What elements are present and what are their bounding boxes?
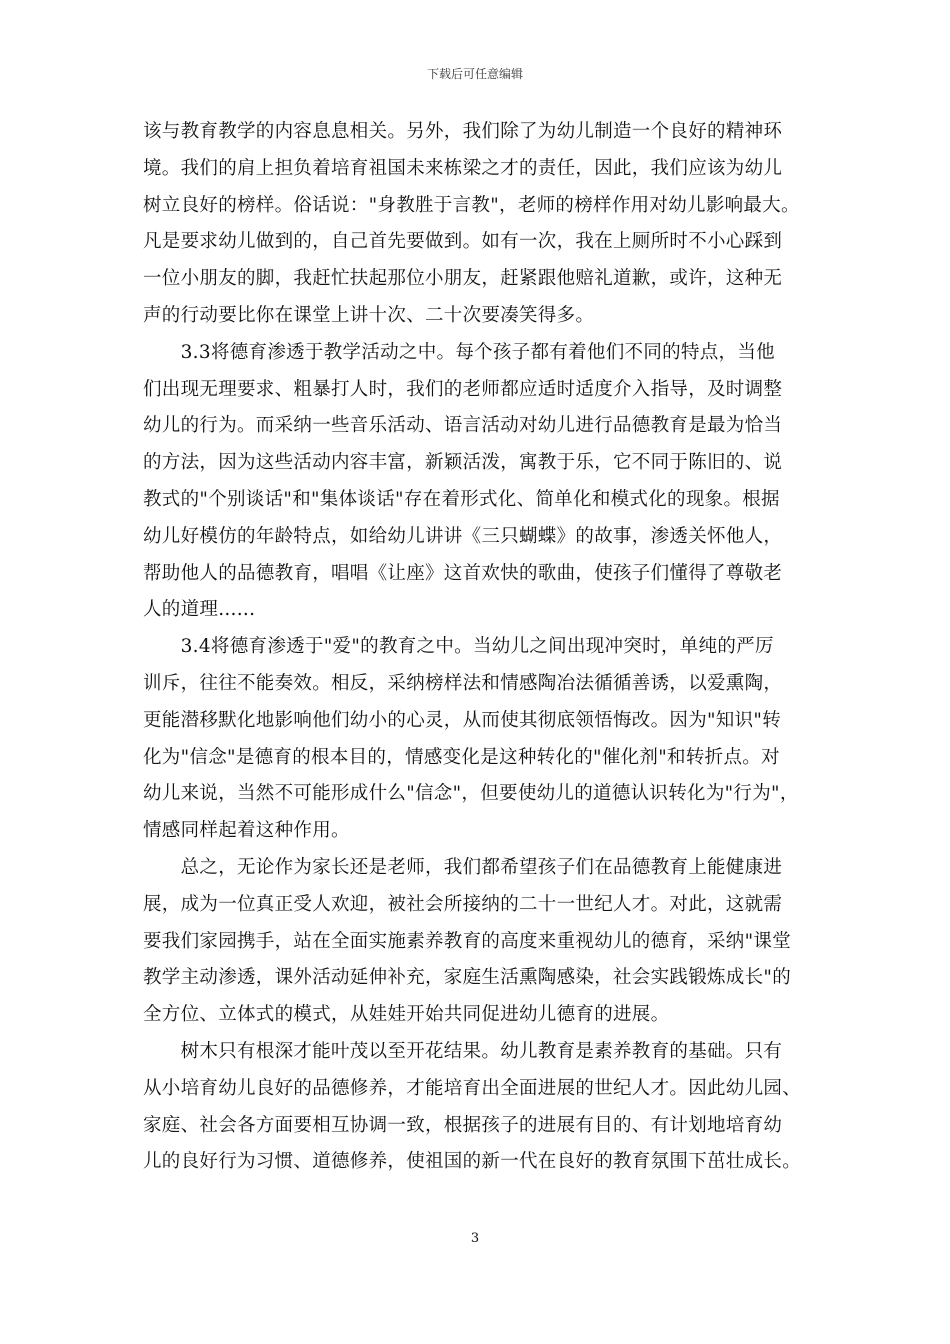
text-line: 化为"信念"是德育的根本目的，情感变化是这种转化的"催化剂"和转折点。对 <box>143 746 780 768</box>
text-line: 情感同样起着这种作用。 <box>143 820 350 842</box>
text-line: 境。我们的肩上担负着培育祖国未来栋梁之才的责任，因此，我们应该为幼儿 <box>143 157 783 179</box>
text-line: 人的道理...... <box>143 599 256 621</box>
text-line: 树木只有根深才能叶茂以至开花结果。幼儿教育是素养教育的基础。只有 <box>143 1040 783 1062</box>
text-line: 训斥，往往不能奏效。相反，采纳榜样法和情感陶冶法循循善诱，以爱熏陶， <box>143 672 783 694</box>
page-number: 3 <box>470 1231 480 1246</box>
text-line: 更能潜移默化地影响他们幼小的心灵，从而使其彻底领悟悔改。因为"知识"转 <box>143 709 782 731</box>
text-line: 3.3将德育渗透于教学活动之中。每个孩子都有着他们不同的特点，当他 <box>143 341 775 363</box>
text-line: 总之，无论作为家长还是老师，我们都希望孩子们在品德教育上能健康进 <box>143 856 783 878</box>
text-line: 儿的良好行为习惯、道德修养，使祖国的新一代在良好的教育氛围下茁壮成长。 <box>143 1151 802 1173</box>
text-line: 展，成为一位真正受人欢迎，被社会所接纳的二十一世纪人才。对此，这就需 <box>143 893 783 915</box>
text-line: 幼儿好模仿的年龄特点，如给幼儿讲讲《三只蝴蝶》的故事，渗透关怀他人， <box>143 525 783 547</box>
text-line: 家庭、社会各方面要相互协调一致，根据孩子的进展有目的、有计划地培育幼 <box>143 1114 783 1136</box>
text-line: 声的行动要比你在课堂上讲十次、二十次要凑笑得多。 <box>143 304 595 326</box>
page-header: 下载后可任意编辑 <box>426 67 523 81</box>
text-line: 幼儿来说，当然不可能形成什么"信念"，但要使幼儿的道德认识转化为"行为"， <box>143 783 799 805</box>
text-line: 凡是要求幼儿做到的，自己首先要做到。如有一次，我在上厕所时不小心踩到 <box>143 231 783 253</box>
text-line: 帮助他人的品德教育，唱唱《让座》这首欢快的歌曲，使孩子们懂得了尊敬老 <box>143 562 783 584</box>
text-line: 树立良好的榜样。俗话说："身教胜于言教"，老师的榜样作用对幼儿影响最大。 <box>143 194 800 216</box>
text-line: 全方位、立体式的模式，从娃娃开始共同促进幼儿德育的进展。 <box>143 1004 670 1026</box>
document-body <box>143 114 821 1181</box>
text-line: 3.4将德育渗透于"爱"的教育之中。当幼儿之间出现冲突时，单纯的严厉 <box>143 636 774 658</box>
text-line: 教学主动渗透，课外活动延伸补充，家庭生活熏陶感染，社会实践锻炼成长"的 <box>143 967 792 989</box>
text-line: 的方法，因为这些活动内容丰富，新颖活泼，寓教于乐，它不同于陈旧的、说 <box>143 452 783 474</box>
text-line: 要我们家园携手，站在全面实施素养教育的高度来重视幼儿的德育，采纳"课堂 <box>143 930 792 952</box>
text-line: 该与教育教学的内容息息相关。另外，我们除了为幼儿制造一个良好的精神环 <box>143 121 783 142</box>
text-line: 从小培育幼儿良好的品德修养，才能培育出全面进展的世纪人才。因此幼儿园、 <box>143 1077 802 1099</box>
text-line: 幼儿的行为。而采纳一些音乐活动、语言活动对幼儿进行品德教育是最为恰当 <box>143 415 783 437</box>
text-line: 们出现无理要求、粗暴打人时，我们的老师都应适时适度介入指导，及时调整 <box>143 378 783 400</box>
text-line: 教式的"个别谈话"和"集体谈话"存在着形式化、简单化和模式化的现象。根据 <box>143 488 780 510</box>
text-line: 一位小朋友的脚，我赶忙扶起那位小朋友，赶紧跟他赔礼道歉，或许，这种无 <box>143 268 783 290</box>
